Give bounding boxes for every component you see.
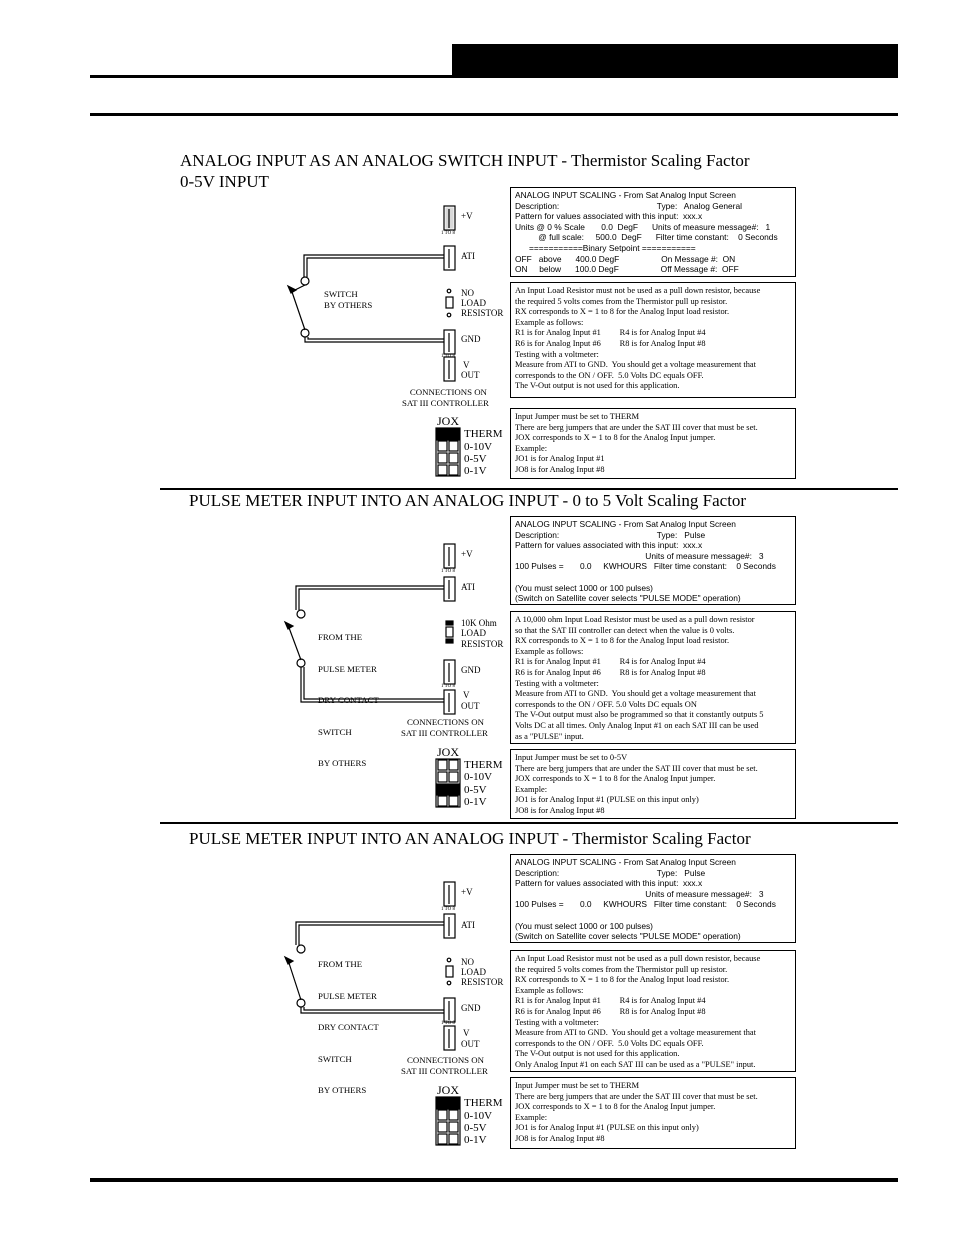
jumper-row: There are berg jumpers that are under the SAT III cover that must be set. — [515, 422, 758, 432]
terminal-label-ati: ATI — [461, 920, 475, 930]
terminal-label-plus-v: +V — [461, 887, 473, 897]
jumper-note — [510, 749, 796, 819]
scaling-row: Pattern for values associated with this input: xxx.x — [515, 878, 703, 889]
one-to-eight-mark: 1 TO 8 — [441, 231, 455, 236]
jox-label: 0-1V — [464, 796, 487, 808]
jumper-note — [510, 1077, 796, 1149]
connections-caption — [401, 717, 488, 738]
terminal-label-resistor: RESISTOR — [461, 977, 504, 987]
switch-note-line: SWITCH — [318, 726, 352, 737]
terminal-label-plus-v: +V — [461, 549, 473, 559]
switch-note-line: SWITCH — [324, 289, 358, 299]
terminal-label-ati: ATI — [461, 251, 475, 261]
note-row: Example as follows: — [515, 317, 584, 327]
note-row: corresponds to the ON / OFF. 5.0 Volts DC equals OFF. — [515, 1038, 704, 1048]
scaling-row: Pattern for values associated with this input: xxx.x — [515, 540, 703, 551]
scaling-row: Pattern for values associated with this input: xxx.x — [515, 211, 703, 222]
jumper-row: JOX corresponds to X = 1 to 8 for the Analog Input jumper. — [515, 433, 716, 443]
terminal-label-no: NO — [461, 957, 474, 967]
note-row: A 10,000 ohm Input Load Resistor must be used as a pull down resistor — [515, 615, 755, 624]
note-row: The V-Out output is not used for this application. — [515, 381, 680, 391]
jumper-row: JO1 is for Analog Input #1 — [515, 454, 605, 464]
jumper-row: Example: — [515, 443, 548, 453]
scaling-table — [510, 854, 796, 943]
terminal-label-no: NO — [461, 288, 474, 298]
connections-caption — [402, 387, 489, 408]
jox-title: JOX — [437, 414, 460, 428]
jumper-row: JO8 is for Analog Input #8 — [515, 805, 605, 815]
switch-terminal — [301, 329, 309, 337]
scaling-table — [510, 516, 796, 605]
terminal-label-gnd: GND — [461, 665, 481, 675]
jox-label: 0-1V — [464, 465, 487, 477]
note-row: RX corresponds to X = 1 to 8 for the Analog Input load resistor. — [515, 307, 730, 317]
section-1-subtitle: 0-5V INPUT — [180, 172, 269, 191]
one-to-eight-mark: 1 TO 8 — [441, 907, 455, 912]
note-row: Example as follows: — [515, 646, 584, 656]
section-1-title: ANALOG INPUT AS AN ANALOG SWITCH INPUT - Thermistor Scaling Factor — [180, 151, 750, 170]
jumper-row: Input Jumper must be set to THERM — [515, 412, 640, 421]
note-row: as a "PULSE" input. — [515, 731, 584, 741]
note-row: The V-Out output must also be programmed so that it constantly outputs 5 — [515, 710, 764, 720]
note-row: R6 is for Analog Input #6 R8 is for Analog Input #8 — [515, 1006, 706, 1016]
note-row: RX corresponds to X = 1 to 8 for the Analog Input load resistor. — [515, 975, 730, 985]
jox-label: THERM — [464, 1097, 503, 1109]
jox-label: 0-5V — [464, 453, 487, 465]
jox-title: JOX — [437, 745, 460, 759]
resistor-note — [510, 611, 796, 744]
caption-line: SAT III CONTROLLER — [402, 397, 489, 408]
jox-label: 0-5V — [464, 784, 487, 796]
jox-label: 0-5V — [464, 1122, 487, 1134]
scaling-row: ON below 100.0 DegF Off Message #: OFF — [515, 264, 739, 275]
caption-line: CONNECTIONS ON — [409, 387, 487, 397]
note-row: Testing with a voltmeter: — [515, 1017, 599, 1027]
section-2-title: PULSE METER INPUT INTO AN ANALOG INPUT - 0 to 5 Volt Scaling Factor — [189, 491, 747, 510]
caption-line: CONNECTIONS ON — [407, 717, 484, 727]
switch-note-line: SWITCH — [318, 1053, 352, 1064]
scaling-row: Description: Type: Pulse — [515, 867, 706, 878]
scaling-row: ANALOG INPUT SCALING - From Sat Analog Input Screen — [515, 857, 736, 867]
resistor-slot — [446, 297, 453, 308]
jumper-row: Input Jumper must be set to 0-5V — [515, 753, 628, 762]
terminal-label-ati: ATI — [461, 582, 475, 592]
terminal-label-out: OUT — [461, 701, 480, 711]
terminal-label-v: V — [463, 1028, 470, 1038]
caption-line: SAT III CONTROLLER — [401, 1065, 488, 1076]
scaling-row — [515, 910, 791, 921]
scaling-row: ANALOG INPUT SCALING - From Sat Analog Input Screen — [515, 519, 736, 529]
switch-note-line: DRY CONTACT — [318, 695, 379, 705]
scaling-row: Description: Type: Analog General — [515, 200, 742, 211]
switch-note-line: DRY CONTACT — [318, 1022, 379, 1032]
note-row: Example as follows: — [515, 985, 584, 995]
note-row: Measure from ATI to GND. You should get a voltage measurement that — [515, 360, 756, 370]
note-row: R1 is for Analog Input #1 R4 is for Analog Input #4 — [515, 328, 706, 338]
jox-label: 0-10V — [464, 441, 493, 453]
jumper-row: There are berg jumpers that are under the SAT III cover that must be set. — [515, 1091, 758, 1101]
jumper-row: JOX corresponds to X = 1 to 8 for the Analog Input jumper. — [515, 774, 716, 784]
jox-label: 0-10V — [464, 1110, 493, 1122]
terminal-label-load: LOAD — [461, 967, 486, 977]
switch-note-line: PULSE METER — [318, 990, 377, 1001]
switch-blade — [291, 289, 305, 330]
jumper-row: Input Jumper must be set to THERM — [515, 1081, 640, 1090]
scaling-row: ANALOG INPUT SCALING - From Sat Analog Input Screen — [515, 190, 736, 200]
terminal-label-out: OUT — [461, 370, 480, 380]
connections-caption — [401, 1055, 488, 1076]
note-row: An Input Load Resistor must not be used as a pull down resistor, because — [515, 286, 761, 295]
note-row: corresponds to the ON / OFF. 5.0 Volts DC equals OFF. — [515, 370, 704, 380]
scaling-row: Units of measure message#: 3 — [515, 550, 764, 561]
switch-note-line: BY OTHERS — [318, 1085, 367, 1095]
scaling-row: (You must select 1000 or 100 pulses) — [515, 920, 653, 931]
one-to-eight-mark: 1 TO 8 — [441, 684, 455, 689]
note-row: Testing with a voltmeter: — [515, 678, 599, 688]
jumper-row: Example: — [515, 784, 548, 794]
terminal-label-load: LOAD — [461, 298, 486, 308]
note-row: Testing with a voltmeter: — [515, 349, 599, 359]
caption-line: SAT III CONTROLLER — [401, 727, 488, 738]
one-to-eight-mark: 1 TO 8 — [441, 354, 455, 359]
switch-note-line: FROM THE — [318, 632, 363, 642]
scaling-row: Description: Type: Pulse — [515, 529, 706, 540]
jumper-row: JO1 is for Analog Input #1 (PULSE on this input only) — [515, 1123, 699, 1133]
terminal-label-out: OUT — [461, 1039, 480, 1049]
note-row: Measure from ATI to GND. You should get a voltage measurement that — [515, 689, 756, 699]
section-3-title: PULSE METER INPUT INTO AN ANALOG INPUT - Thermistor Scaling Factor — [189, 829, 751, 848]
note-row: so that the SAT III controller can detect when the value is 0 volts. — [515, 625, 735, 635]
jox-label: 0-1V — [464, 1134, 487, 1146]
note-row: R1 is for Analog Input #1 R4 is for Analog Input #4 — [515, 657, 706, 667]
note-row: the required 5 volts comes from the Thermistor pull up resistor. — [515, 296, 728, 306]
note-row: An Input Load Resistor must not be used as a pull down resistor, because — [515, 954, 761, 963]
scaling-row: (You must select 1000 or 100 pulses) — [515, 582, 653, 593]
one-to-eight-mark: 1 TO 8 — [441, 1021, 455, 1026]
jox-label: THERM — [464, 428, 503, 440]
switch-note-line: BY OTHERS — [318, 758, 367, 768]
scaling-row: ===========Binary Setpoint =========== — [515, 242, 696, 253]
note-row: R6 is for Analog Input #6 R8 is for Analog Input #8 — [515, 667, 706, 677]
scaling-row — [515, 572, 791, 583]
jumper-row: JO8 is for Analog Input #8 — [515, 1133, 605, 1143]
note-row: R6 is for Analog Input #6 R8 is for Analog Input #8 — [515, 338, 706, 348]
jumper-row: JOX corresponds to X = 1 to 8 for the Analog Input jumper. — [515, 1102, 716, 1112]
terminal-label-resistor: RESISTOR — [461, 639, 504, 649]
jumper-row: Example: — [515, 1112, 548, 1122]
switch-note — [318, 938, 379, 1106]
resistor-note — [510, 950, 796, 1072]
switch-note-line: PULSE METER — [318, 663, 377, 674]
switch-terminal — [301, 277, 309, 285]
note-row: The V-Out output is not used for this application. — [515, 1049, 680, 1059]
switch-note-line: FROM THE — [318, 959, 363, 969]
jumper-row: There are berg jumpers that are under the SAT III cover that must be set. — [515, 763, 758, 773]
caption-line: CONNECTIONS ON — [407, 1055, 484, 1065]
jumper-row: JO8 is for Analog Input #8 — [515, 464, 605, 474]
note-row: corresponds to the ON / OFF. 5.0 Volts DC equals ON — [515, 699, 697, 709]
scaling-row: OFF above 400.0 DegF On Message #: ON — [515, 253, 736, 264]
switch-note-line: BY OTHERS — [324, 299, 373, 310]
jox-label: THERM — [464, 759, 503, 771]
scaling-row: Units of measure message#: 3 — [515, 888, 764, 899]
terminal-label-gnd: GND — [461, 334, 481, 344]
jox-label: 0-10V — [464, 771, 493, 783]
terminal-label-v: V — [463, 690, 470, 700]
terminal-label-resistor: RESISTOR — [461, 308, 504, 318]
scaling-row: @ full scale: 500.0 DegF Filter time constant: 0 Seconds — [515, 232, 778, 243]
note-row: Measure from ATI to GND. You should get a voltage measurement that — [515, 1028, 756, 1038]
terminal-label-plus-v: +V — [461, 211, 473, 221]
scaling-row: 100 Pulses = 0.0 KWHOURS Filter time constant: 0 Seconds — [515, 561, 776, 572]
jox-title: JOX — [437, 1083, 460, 1097]
terminal-label-gnd: GND — [461, 1003, 481, 1013]
one-to-eight-mark: 1 TO 8 — [441, 569, 455, 574]
note-row: Volts DC at all times. Only Analog Input #1 on each SAT III can be used — [515, 720, 759, 730]
note-row: Only Analog Input #1 on each SAT III can be used as a "PULSE" input. — [515, 1059, 756, 1069]
scaling-row: (Switch on Satellite cover selects "PULSE MODE" operation) — [515, 593, 741, 604]
terminal-label-v: V — [463, 360, 470, 370]
switch-note — [324, 289, 372, 310]
jumper-row: JO1 is for Analog Input #1 (PULSE on this input only) — [515, 795, 699, 805]
scaling-row: Units @ 0 % Scale 0.0 DegF Units of measure message#: 1 — [515, 221, 771, 232]
scaling-row: 100 Pulses = 0.0 KWHOURS Filter time constant: 0 Seconds — [515, 899, 776, 910]
terminal-label-load: LOAD — [461, 628, 486, 638]
switch-note — [318, 611, 379, 779]
scaling-row: (Switch on Satellite cover selects "PULSE MODE" operation) — [515, 931, 741, 942]
note-row: R1 is for Analog Input #1 R4 is for Analog Input #4 — [515, 996, 706, 1006]
note-row: the required 5 volts comes from the Thermistor pull up resistor. — [515, 964, 728, 974]
terminal-label-10k: 10K Ohm — [461, 618, 497, 628]
note-row: RX corresponds to X = 1 to 8 for the Analog Input load resistor. — [515, 636, 730, 646]
